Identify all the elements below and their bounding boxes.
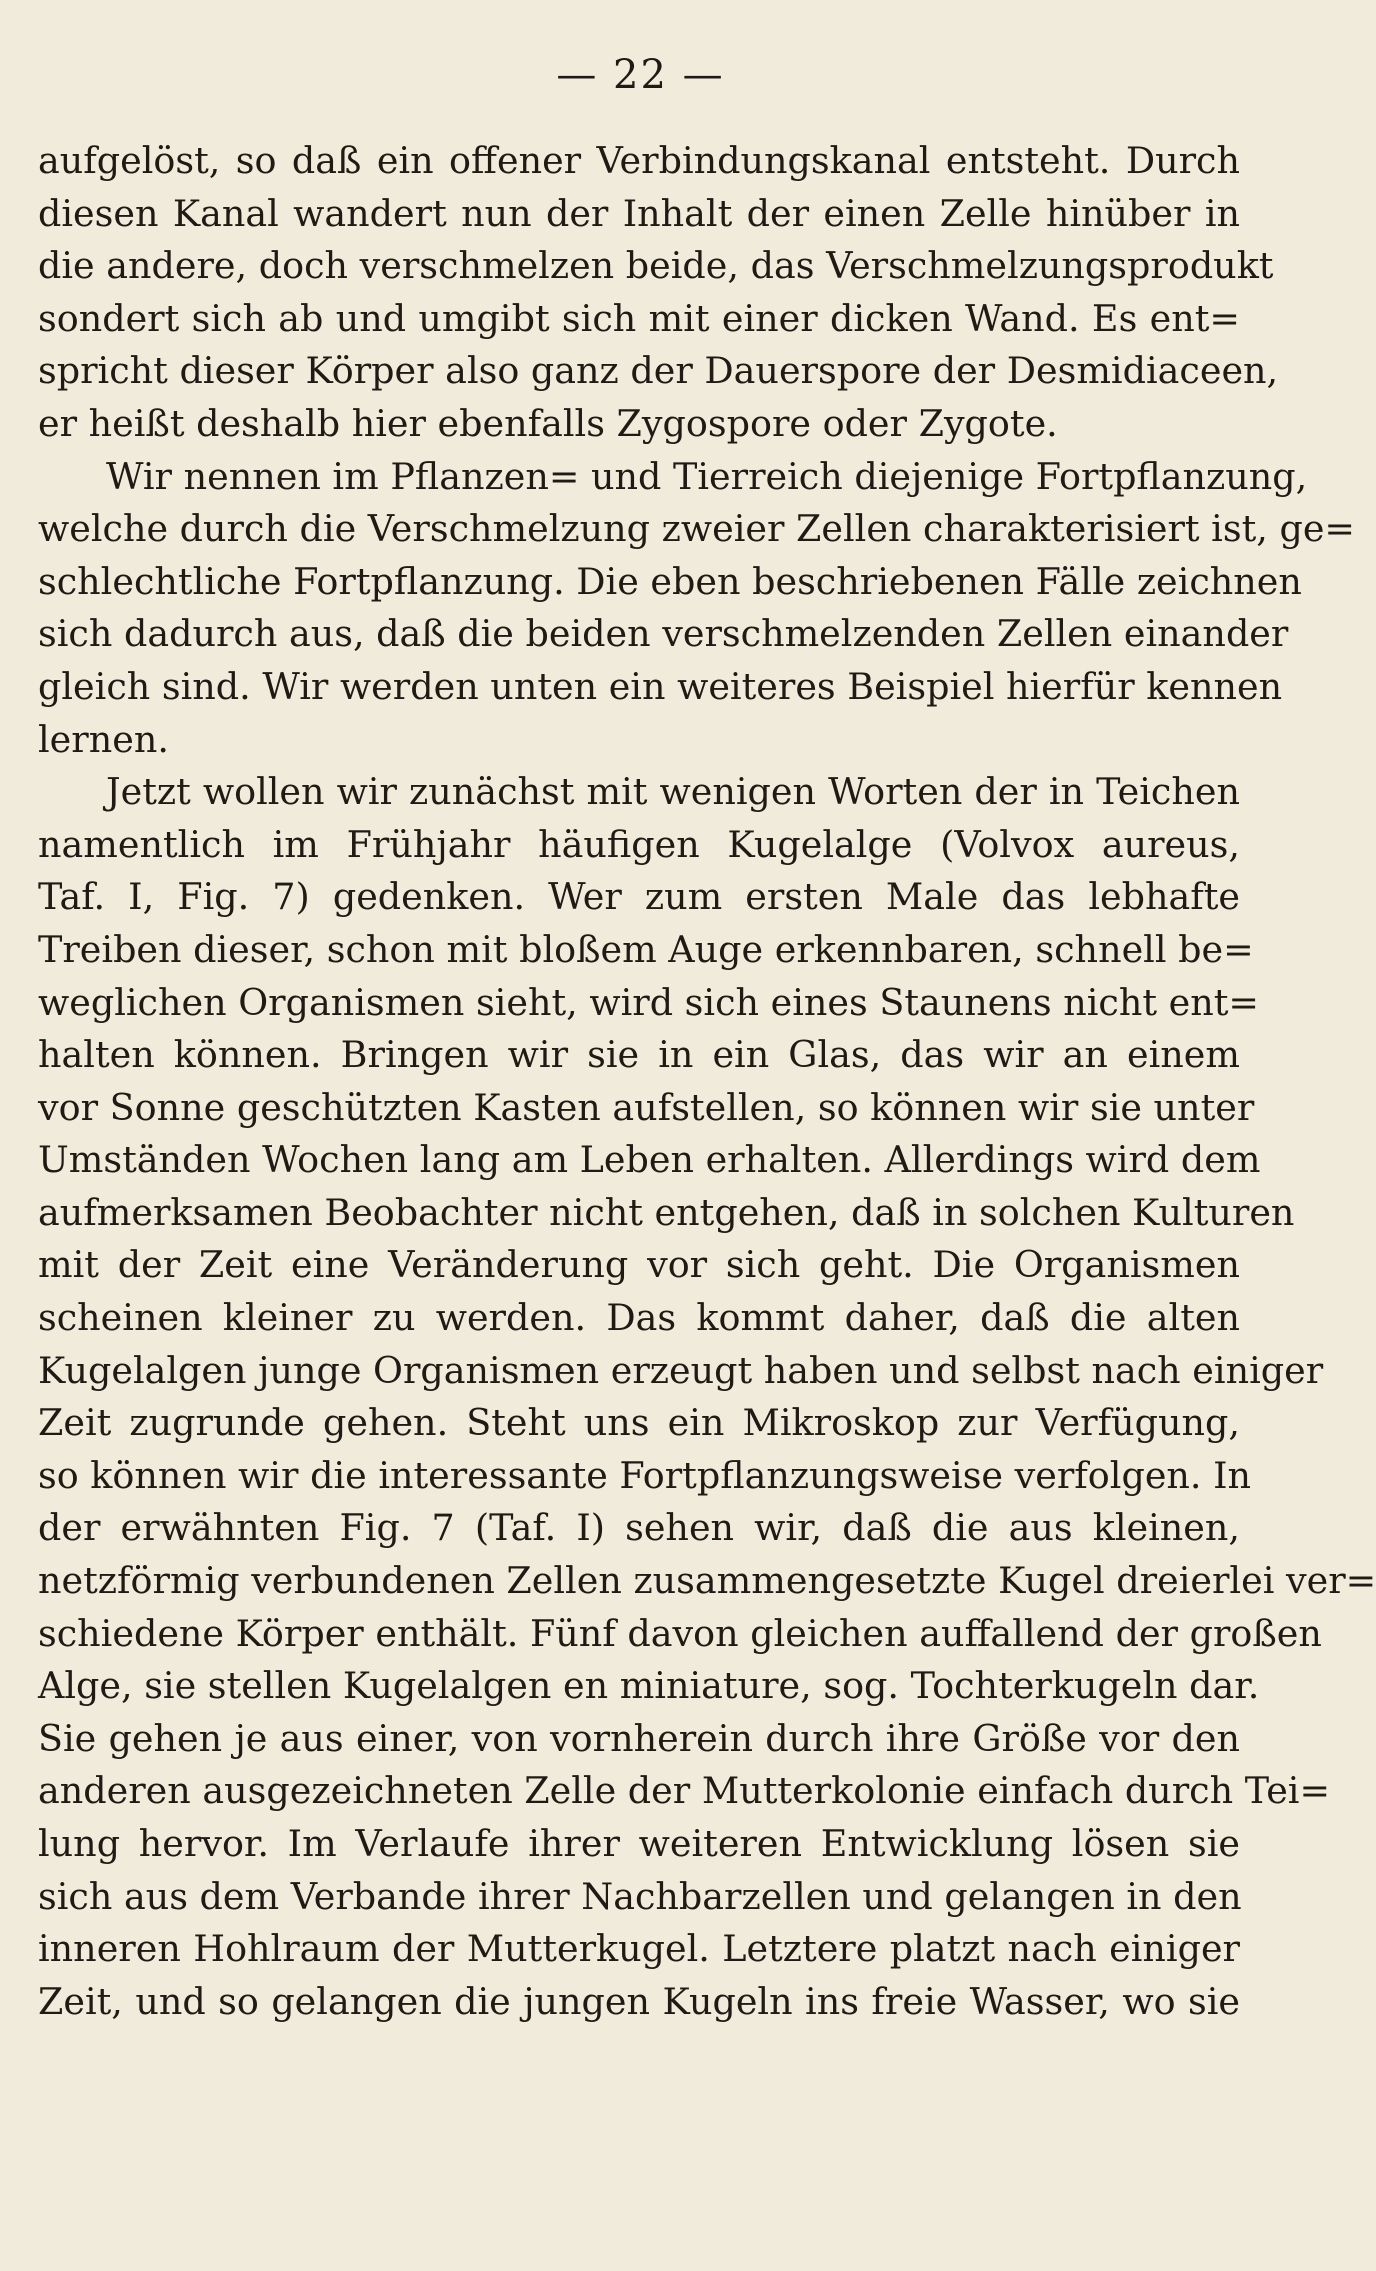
text-line: aufgelöst, so daß ein offener Verbindungskanal entsteht. Durch	[38, 139, 1240, 182]
text-line: scheinen kleiner zu werden. Das kommt daher, daß die alten	[38, 1296, 1240, 1340]
text-line: die andere, doch verschmelzen beide, das Verschmelzungsprodukt	[38, 244, 1274, 288]
text-line: mit der Zeit eine Veränderung vor sich geht. Die Organismen	[38, 1243, 1240, 1287]
text-line: Wir nennen im Pflanzen= und Tierreich diejenige Fortpflanzung,	[106, 454, 1308, 498]
text-line: spricht dieser Körper also ganz der Dauerspore der Desmidiaceen,	[38, 349, 1279, 393]
text-line: netzförmig verbundenen Zellen zusammengesetzte Kugel dreierlei ver=	[38, 1559, 1376, 1603]
text-line: Taf. I, Fig. 7) gedenken. Wer zum ersten Male das lebhafte	[38, 875, 1240, 919]
text-line: anderen ausgezeichneten Zelle der Mutterkolonie einfach durch Tei=	[38, 1769, 1331, 1813]
text-line: er heißt deshalb hier ebenfalls Zygospore oder Zygote.	[38, 401, 1058, 445]
body-text	[38, 135, 1376, 2028]
text-line: Alge, sie stellen Kugelalgen en miniature, sog. Tochterkugeln dar.	[38, 1664, 1260, 1708]
text-line: lung hervor. Im Verlaufe ihrer weiteren Entwicklung lösen sie	[38, 1822, 1240, 1865]
text-line: halten können. Bringen wir sie in ein Glas, das wir an einem	[38, 1033, 1240, 1077]
text-line: Kugelalgen junge Organismen erzeugt haben und selbst nach einiger	[38, 1348, 1324, 1392]
text-line: aufmerksamen Beobachter nicht entgehen, daß in solchen Kulturen	[38, 1190, 1295, 1234]
text-line: schlechtliche Fortpflanzung. Die eben beschriebenen Fälle zeichnen	[38, 559, 1302, 603]
text-line: gleich sind. Wir werden unten ein weiteres Beispiel hierfür kennen	[38, 664, 1283, 708]
text-line: diesen Kanal wandert nun der Inhalt der einen Zelle hinüber in	[38, 191, 1240, 235]
text-line: Jetzt wollen wir zunächst mit wenigen Worten der in Teichen	[106, 770, 1240, 814]
text-line: der erwähnten Fig. 7 (Taf. I) sehen wir, daß die aus kleinen,	[38, 1506, 1240, 1550]
text-line: sich aus dem Verbande ihrer Nachbarzellen und gelangen in den	[38, 1874, 1242, 1918]
text-line: Umständen Wochen lang am Leben erhalten. Allerdings wird dem	[38, 1138, 1261, 1182]
text-line: so können wir die interessante Fortpflanzungsweise verfolgen. In	[38, 1453, 1252, 1497]
page-number-header: — 22 —	[556, 52, 725, 98]
text-line: schiedene Körper enthält. Fünf davon gleichen auffallend der großen	[38, 1611, 1322, 1655]
text-line: Zeit, und so gelangen die jungen Kugeln ins freie Wasser, wo sie	[38, 1979, 1240, 2023]
text-line: Sie gehen je aus einer, von vornherein durch ihre Größe vor den	[38, 1716, 1240, 1760]
text-line: lernen.	[38, 717, 169, 761]
text-line: namentlich im Frühjahr häufigen Kugelalge (Volvox aureus,	[38, 822, 1240, 866]
text-line: welche durch die Verschmelzung zweier Zellen charakterisiert ist, ge=	[38, 507, 1356, 551]
text-line: weglichen Organismen sieht, wird sich eines Staunens nicht ent=	[38, 980, 1259, 1024]
text-line: sondert sich ab und umgibt sich mit einer dicken Wand. Es ent=	[38, 296, 1240, 340]
text-line: inneren Hohlraum der Mutterkugel. Letztere platzt nach einiger	[38, 1927, 1240, 1971]
text-line: vor Sonne geschützten Kasten aufstellen, so können wir sie unter	[38, 1085, 1255, 1129]
text-line: sich dadurch aus, daß die beiden verschmelzenden Zellen einander	[38, 612, 1289, 656]
text-line: Treiben dieser, schon mit bloßem Auge erkennbaren, schnell be=	[38, 927, 1254, 971]
text-line: Zeit zugrunde gehen. Steht uns ein Mikroskop zur Verfügung,	[38, 1401, 1240, 1445]
